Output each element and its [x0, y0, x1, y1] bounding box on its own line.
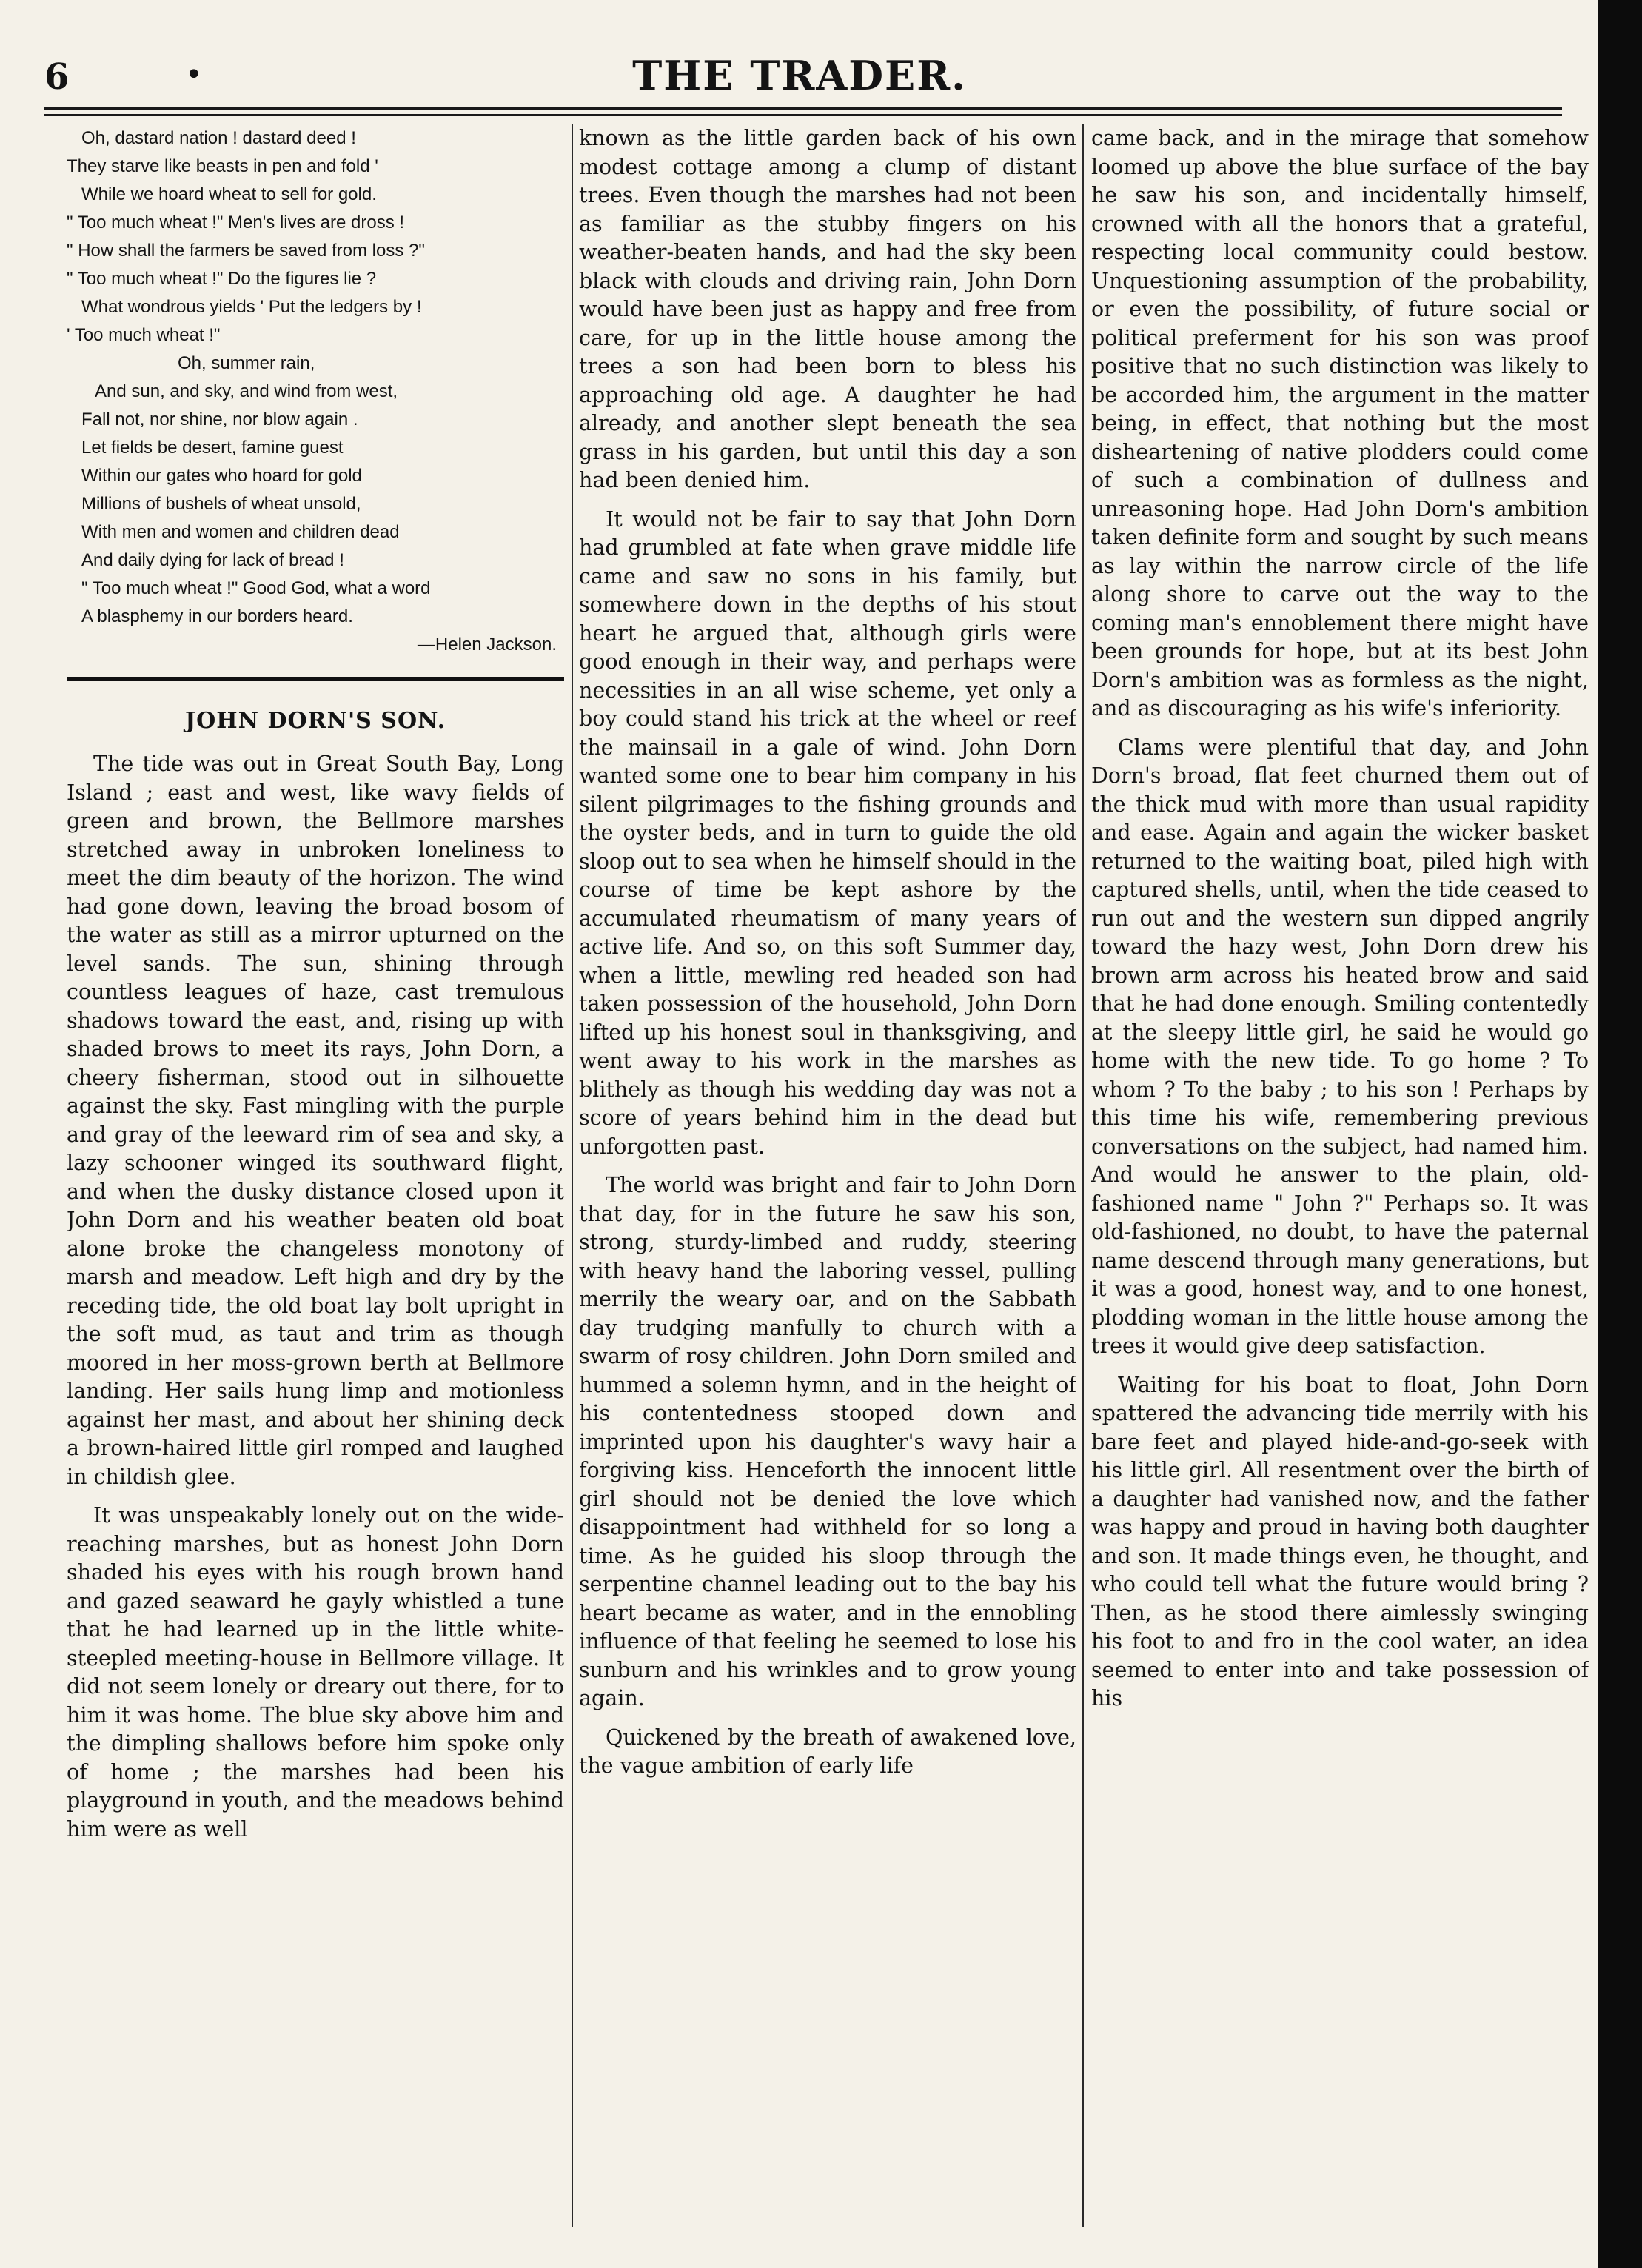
masthead-title: THE TRADER. [632, 52, 967, 99]
poem-line: And daily dying for lack of bread ! [81, 550, 344, 570]
paragraph: Waiting for his boat to float, John Dorn spattered the advancing tide merrily with his bare feet and played hide-and-go-seek with his little girl. All resentment over the birth of a daughter had vanished now, and the father was happy and proud in having both daughter and son. It made things even, he thought, and who could tell what the future would bring ? Then, as he stood there aimlessly swinging his foot to and fro in the cool water, an idea seemed to enter into and take possession of his [1091, 1372, 1589, 1710]
paragraph: known as the little garden back of his own modest cottage among a clump of distant trees. Even though the marshes had not been as familiar as the stubby fingers on his weather-beaten hands, and had the sky been black with clouds and driving rain, John Dorn would have been just as happy and free from care, for up in the little house among the trees a son had been born to bless his approaching old age. A daughter he had already, and another slept beneath the sea grass in his garden, but until this day a son had been denied him. [579, 126, 1076, 492]
paragraph: came back, and in the mirage that somehow loomed up above the blue surface of the bay he saw his son, and incidentally himself, crowned with all the honors that a grateful, respecting local community could bestow. Unquestioning assumption of the probability, or even the possibility, of future social or political preferment for his son was proof positive that no such distinction was likely to be accorded him, the argument in the matter being, in effect, that nothing but the most disheartening of native plodders could come of such a combination of dullness and unreasoning hope. Had John Dorn's ambition taken definite form and sought by such means as lay within the narrow circle of the life along shore to carve out the way to the coming man's ennoblement there might have been grounds for hope, but at its best John Dorn's ambition was as formless as the night, and as discouraging as his wife's inferiority. [1091, 126, 1589, 720]
poem-line: " How shall the farmers be saved from loss ?" [67, 241, 425, 261]
poem-line: Within our gates who hoard for gold [81, 466, 362, 486]
poem-line: Oh, summer rain, [178, 353, 315, 373]
poem-line: " Too much wheat !" Good God, what a word [81, 578, 431, 598]
column-rule-2 [1082, 124, 1084, 2227]
poem [67, 124, 564, 659]
paragraph: Quickened by the breath of awakened love, the vague ambition of early life [579, 1725, 1076, 1778]
poem-attribution: —Helen Jackson. [417, 635, 557, 655]
header-dot: • [185, 58, 203, 92]
article-title: JOHN DORN'S SON. [184, 708, 446, 734]
poem-line: " Too much wheat !" Men's lives are dross ! [67, 213, 405, 233]
poem-line: While we hoard wheat to sell for gold. [81, 184, 377, 204]
column-3 [1091, 124, 1589, 2242]
poem-line: What wondrous yields ' Put the ledgers by ! [81, 297, 422, 317]
article-body-col3 [1091, 124, 1589, 1713]
poem-line: Fall not, nor shine, nor blow again . [81, 409, 358, 429]
poem-line: With men and women and children dead [81, 522, 400, 542]
article-body-col2 [579, 124, 1076, 1781]
paragraph: The world was bright and fair to John Dorn that day, for in the future he saw his son, strong, sturdy-limbed and ruddy, steering with heavy hand the laboring vessel, pulling merrily the weary oar, and on the Sabbath day trudging manfully to church with a swarm of rosy children. John Dorn smiled and hummed a solemn hymn, and in the height of his contentedness stooped down and imprinted upon his daughter's wavy hair a forgiving kiss. Henceforth the innocent little girl should not be denied the love which disappointment had withheld for so long a time. As he guided his sloop through the serpentine channel leading out to the bay his heart became as water, and in the ennobling influence of that feeling he seemed to lose his sunburn and his wrinkles and to grow young again. [579, 1173, 1076, 1710]
page-header [44, 52, 1555, 111]
poem-line: Oh, dastard nation ! dastard deed ! [81, 128, 356, 148]
paragraph: The tide was out in Great South Bay, Long Island ; east and west, like wavy fields of green and brown, the Bellmore marshes stretched away in unbroken loneliness to meet the dim beauty of the horizon. The wind had gone down, leaving the broad bosom of the water as still as a mirror upturned on the level sands. The sun, shining through countless leagues of haze, cast tremulous shadows toward the east, and, rising up with shaded brows to meet its rays, John Dorn, a cheery fisherman, stood out in silhouette against the sky. Fast mingling with the purple and gray of the leeward rim of sea and sky, a lazy schooner winged its southward flight, and when the dusky distance closed upon it John Dorn and his weather beaten old boat alone broke the changeless monotony of marsh and meadow. Left high and dry by the receding tide, the old boat lay bolt upright in the soft mud, as taut and trim as though moored in her moss-grown berth at Bellmore landing. Her sails hung limp and motionless against her mast, and about her shining deck a brown-haired little girl romped and laughed in childish glee. [67, 752, 564, 1489]
poem-line: Let fields be desert, famine guest [81, 438, 344, 458]
paragraph: Clams were plentiful that day, and John Dorn's broad, flat feet churned them out of the thick mud with more than usual rapidity and ease. Again and again the wicker basket returned to the waiting boat, piled high with captured shells, until, when the tide ceased to run out and the western sun dipped angrily toward the hazy west, John Dorn drew his brown arm across his heated brow and said that he had done enough. Smiling contentedly at the sleepy little girl, he said he would go home with the new tide. To go home ? To whom ? To the baby ; to his son ! Perhaps by this time his wife, remembering previous conversations on the subject, had named him. And would he answer to the plain, old-fashioned name " John ?" Perhaps so. It was old-fashioned, no doubt, to have the paternal name descend through many generations, but it was a good, honest way, and to one honest, plodding woman in the little house among the trees it would give deep satisfaction. [1091, 735, 1589, 1358]
column-1 [67, 124, 564, 2242]
header-rule [44, 107, 1562, 110]
column-2 [579, 124, 1076, 2242]
poem-line: They starve like beasts in pen and fold ' [67, 156, 378, 176]
header-rule-thin [44, 114, 1562, 116]
poem-line: Millions of bushels of wheat unsold, [81, 494, 361, 514]
article-body-col1 [67, 750, 564, 1844]
poem-line: " Too much wheat !" Do the figures lie ? [67, 269, 377, 289]
poem-line: And sun, and sky, and wind from west, [95, 381, 398, 401]
page-number: 6 [44, 56, 70, 98]
column-rule-1 [572, 124, 573, 2227]
poem-line: ' Too much wheat !" [67, 325, 221, 345]
poem-line: A blasphemy in our borders heard. [81, 606, 353, 626]
scan-edge-shadow [1598, 0, 1642, 2268]
paragraph: It would not be fair to say that John Dorn had grumbled at fate when grave middle life came and saw no sons in his family, but somewhere down in the depths of his stout heart he argued that, although girls were good enough in their way, and perhaps were necessities in an all wise scheme, yet only a boy could stand his trick at the wheel or reef the mainsail in a gale of wind. John Dorn wanted some one to bear him company in his silent pilgrimages to the fishing grounds and the oyster beds, and in turn to guide the old sloop out to sea when he himself should in the course of time be kept ashore by the accumulated rheumatism of many years of active life. And so, on this soft Summer day, when a little, mewling red headed son had taken possession of the household, John Dorn lifted up his honest soul in thanksgiving, and went away to his work in the marshes as blithely as though his wedding day was not a score of years behind him in the dead but unforgotten past. [579, 506, 1076, 1159]
section-divider [67, 677, 564, 681]
paragraph: It was unspeakably lonely out on the wide-reaching marshes, but as honest John Dorn shaded his eyes with his rough brown hand and gazed seaward he gayly whistled a tune that he had learned up in the little white-steepled meeting-house in Bellmore village. It did not seem lonely or dreary out there, for to him it was home. The blue sky above him and the dimpling shallows before him spoke only of home ; the marshes had been his playground in youth, and the meadows behind him were as well [67, 1503, 564, 1842]
